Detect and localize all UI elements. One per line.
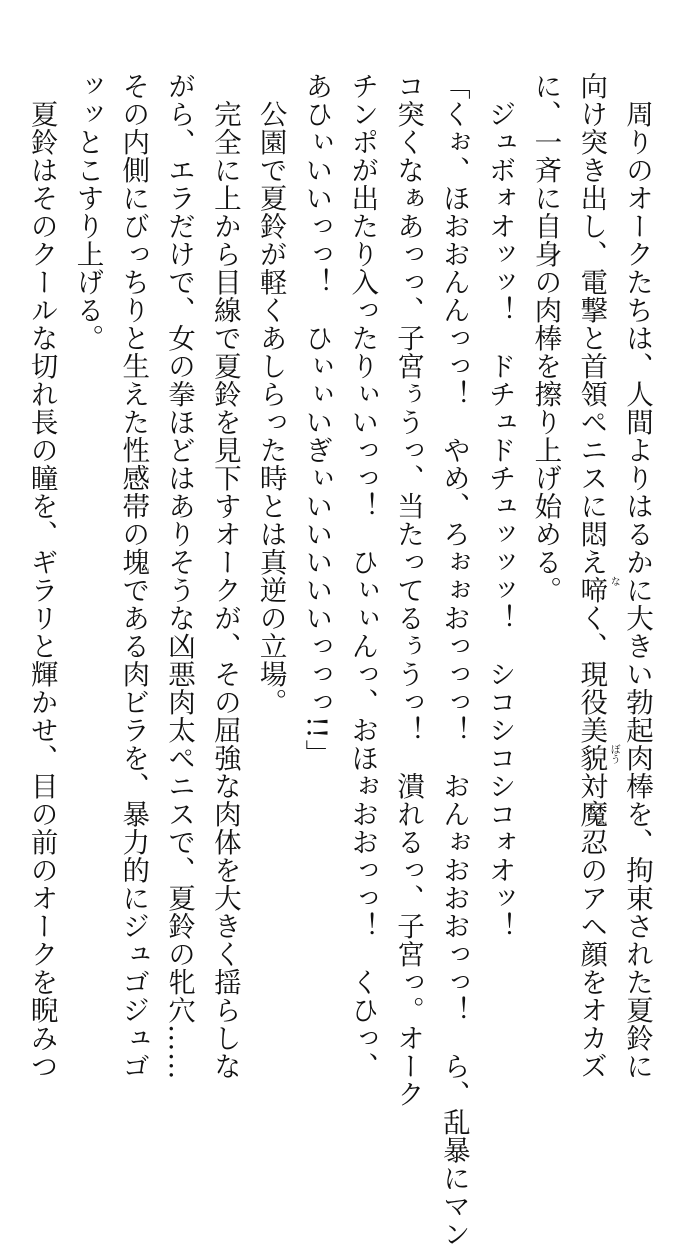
text-column-9: 公園で夏鈴が軽くあしらった時とは真逆の立場。 (254, 72, 287, 716)
text-column-14: 夏鈴はそのクールな切れ長の瞳を、ギラリと輝かせ、目の前のオークを睨みつ (25, 72, 58, 1080)
vertical-text-body (18, 72, 659, 1248)
text-segment: 向け突き出し、電撃と首領ペニスに悶え (575, 72, 608, 576)
text-column-4: ジュボォオッッ！ ドチュドチュッッッ！ シコシコシコォオッ！ (483, 72, 516, 940)
text-segment: 対魔忍のアヘ顔をオカズ (575, 772, 608, 1080)
ruby-na (575, 576, 620, 604)
text-column-8: あひぃいいっっ！ ひぃぃいぎぃいいいいいっっっ!!」 (300, 72, 333, 768)
text-segment: く、現役美 (575, 604, 608, 744)
ruby-reading: ぼう (608, 744, 620, 764)
ruby-base: 啼 (575, 576, 608, 604)
text-column-6: コ突くなぁあっっ、子宮ぅうっ、当たってるぅうっ！ 潰れるっ、子宮っ。オーク (392, 72, 425, 1108)
text-column-3: に、一斉に自身の肉棒を擦り上げ始める。 (529, 72, 562, 604)
text-column-7: チンポが出たり入ったりぃいっっ！ ひぃぃんっ、おほぉおおっっ！ くひっ、 (346, 72, 379, 1080)
text-column-12: その内側にびっちりと生えた性感帯の塊である肉ビラを、暴力的にジュゴジュゴ (117, 72, 150, 1080)
text-column-13: ッッとこすり上げる。 (71, 72, 104, 352)
text-column-2 (567, 72, 620, 1080)
text-column-10: 完全に上から目線で夏鈴を見下すオークが、その屈強な肉体を大きく揺らしな (208, 72, 241, 1080)
text-column-5: 「くぉ、ほおおんんっっ！ やめ、ろぉぉおっっっ！ おんぉおおおっっ！ ら、乱暴にマン (437, 72, 470, 1248)
ruby-base: 貌 (575, 744, 608, 772)
ruby-bou (575, 744, 620, 772)
text-column-1: 周りのオークたちは、人間よりはるかに大きい勃起肉棒を、拘束された夏鈴に (621, 72, 653, 1080)
text-column-11: がら、エラだけで、女の拳ほどはありそうな凶悪肉太ペニスで、夏鈴の牝穴…… (163, 72, 196, 1080)
ruby-reading: な (608, 576, 620, 586)
